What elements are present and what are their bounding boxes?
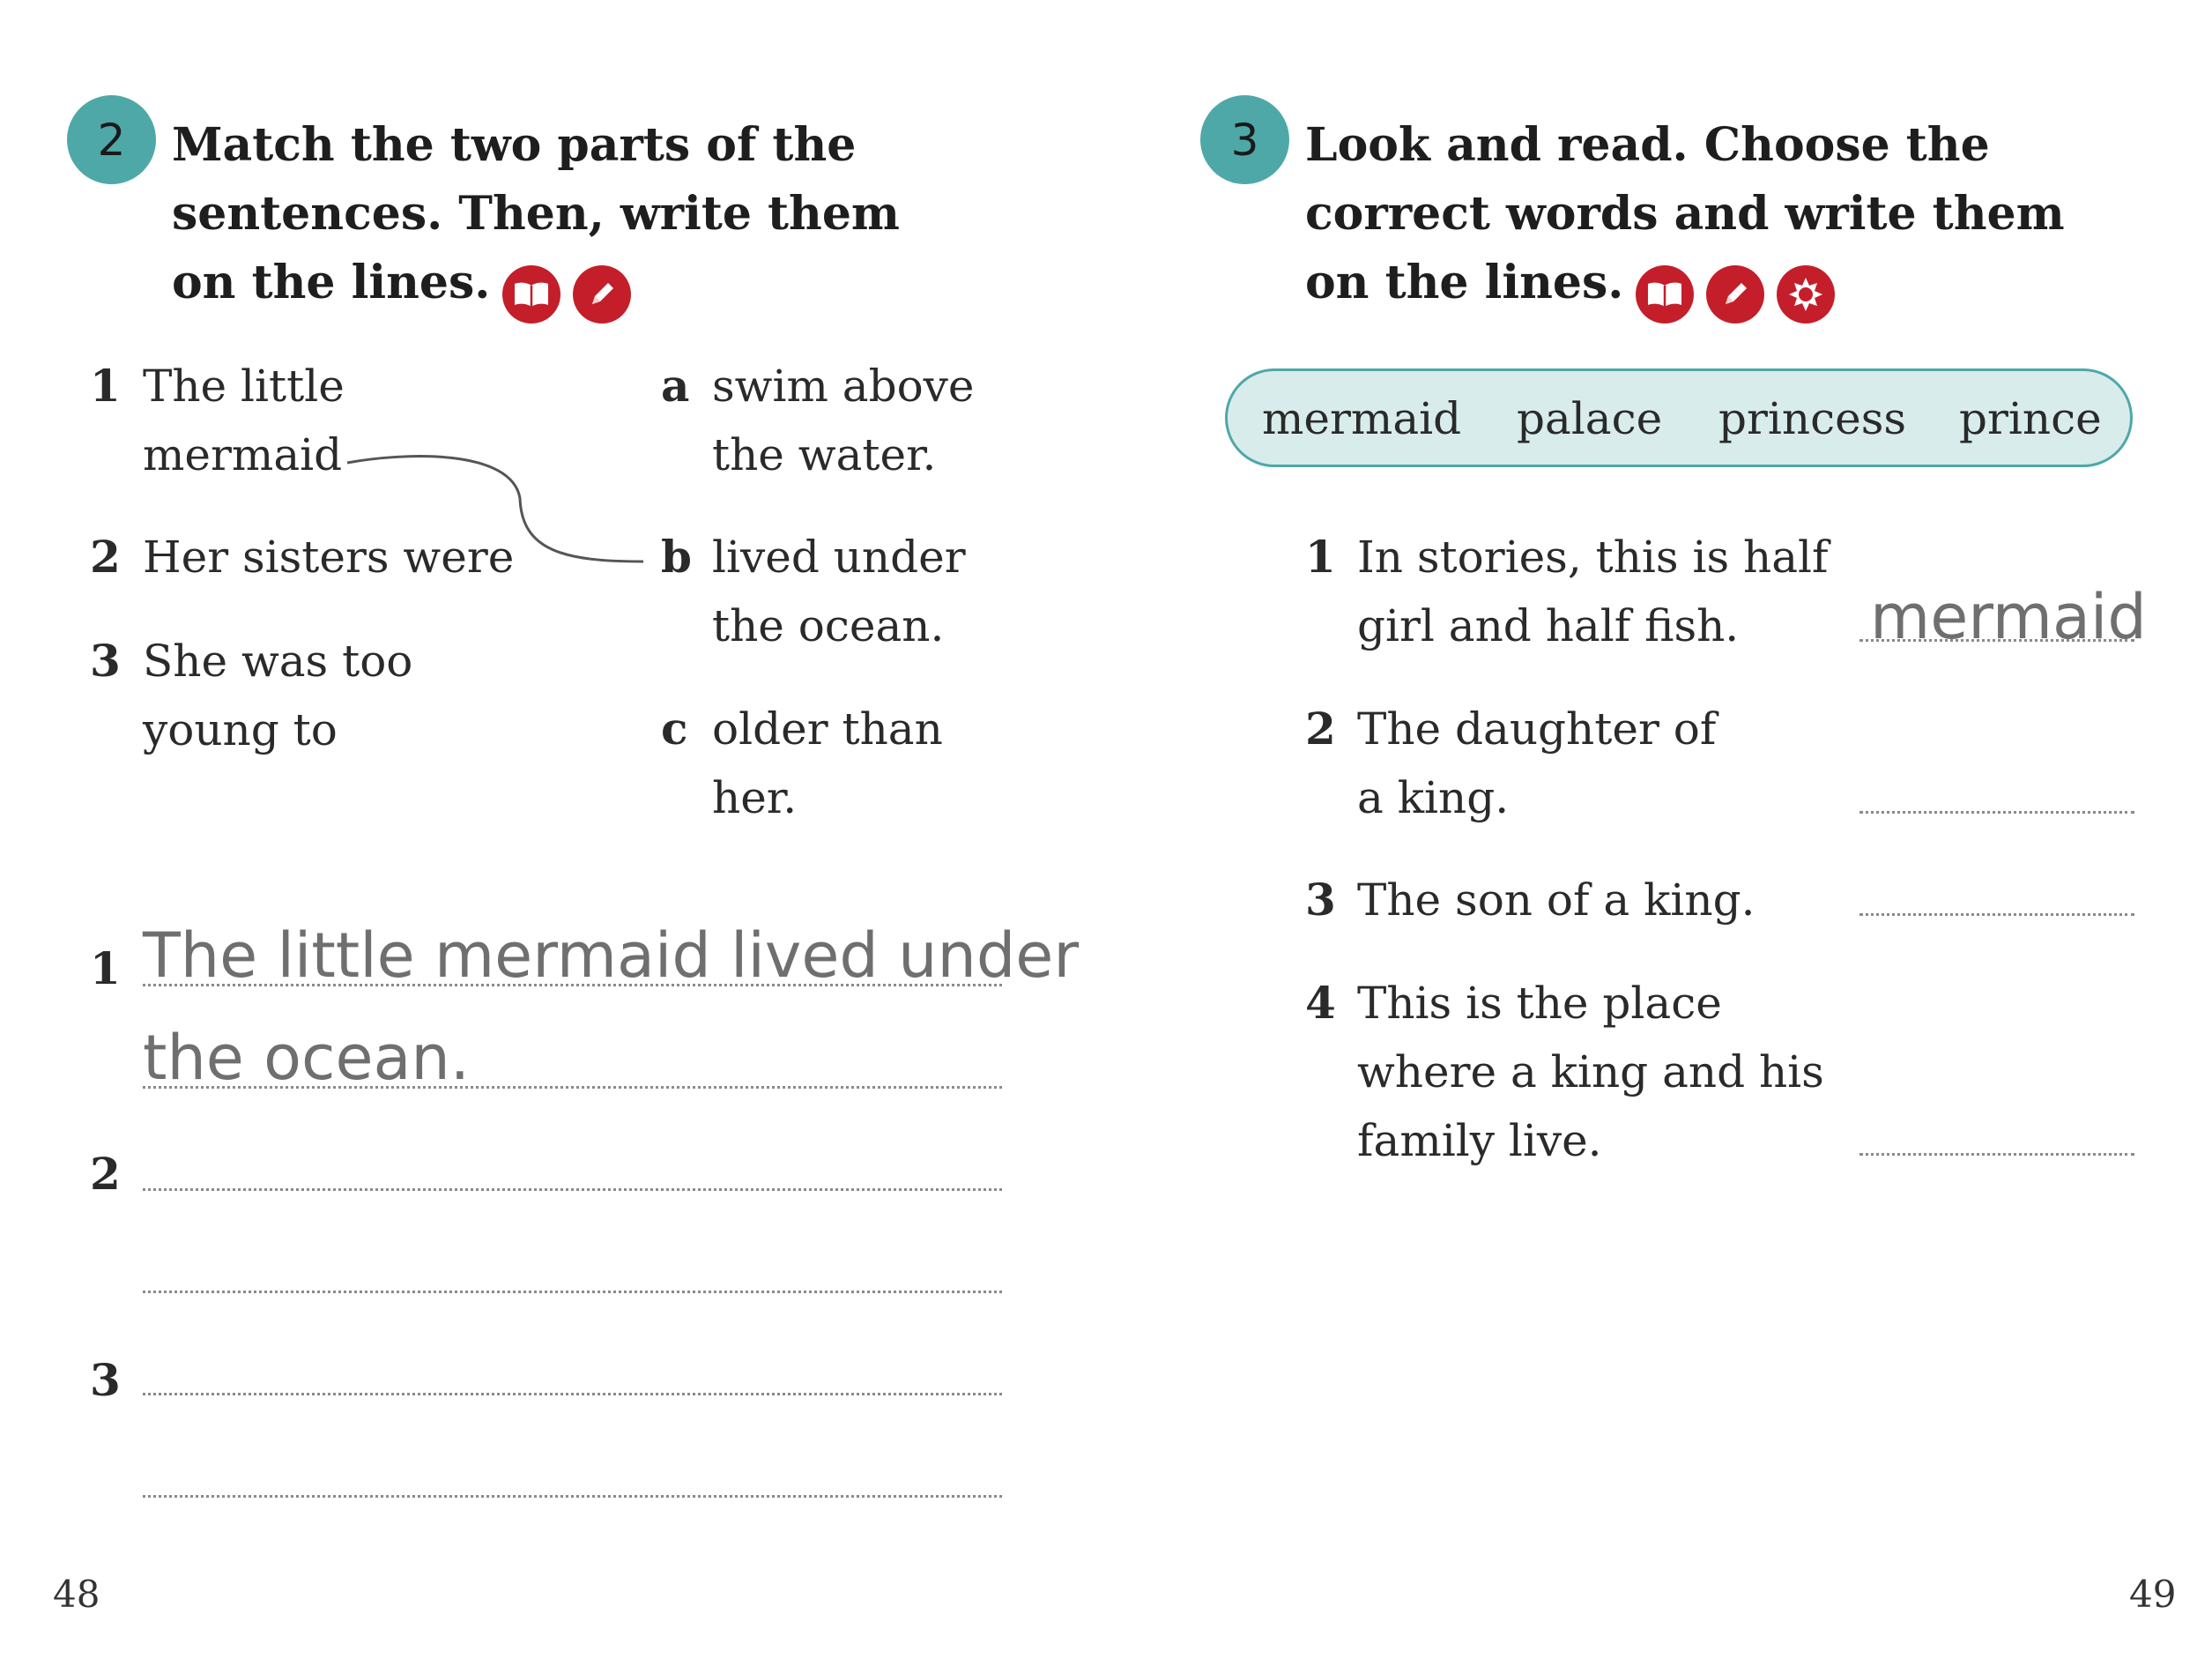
word-option: palace xyxy=(1517,393,1663,444)
part-line: young to xyxy=(143,704,338,755)
question-line: The son of a king. xyxy=(1357,874,1755,926)
part-line: Her sisters were xyxy=(143,532,515,583)
answer-line[interactable] xyxy=(143,1495,1002,1498)
word-option: prince xyxy=(1959,393,2102,444)
answer-handwriting: the ocean. xyxy=(143,1022,471,1094)
instruction-line: correct words and write them xyxy=(1305,187,2065,241)
ending-line: swim above xyxy=(712,361,975,412)
question-line: The daughter of xyxy=(1357,703,1717,755)
question-line: family live. xyxy=(1357,1115,1602,1166)
answer-number: 1 xyxy=(90,942,121,994)
question-line: In stories, this is half xyxy=(1357,532,1829,583)
part-line: She was too xyxy=(143,636,413,687)
answer-line[interactable] xyxy=(143,1188,1002,1191)
part-number: 2 xyxy=(90,531,121,583)
instruction-line: sentences. Then, write them xyxy=(172,187,900,241)
question-number: 1 xyxy=(1305,531,1336,583)
ending-line: the ocean. xyxy=(712,600,945,651)
page-number: 49 xyxy=(2129,1573,2177,1616)
answer-line[interactable] xyxy=(1859,1153,2134,1156)
word-option: princess xyxy=(1718,393,1907,444)
answer-handwriting: mermaid xyxy=(1870,581,2147,653)
ending-line: the water. xyxy=(712,429,937,480)
ending-line: lived under xyxy=(712,532,966,583)
question-line: where a king and his xyxy=(1357,1046,1824,1097)
answer-line[interactable] xyxy=(1859,811,2134,814)
matching-line xyxy=(335,445,652,577)
ending-letter: a xyxy=(661,360,690,412)
answer-number: 2 xyxy=(90,1148,121,1200)
part-number: 1 xyxy=(90,360,121,412)
answer-line[interactable] xyxy=(143,1291,1002,1293)
answer-line[interactable] xyxy=(1859,639,2134,642)
instruction-line: on the lines. xyxy=(172,256,491,309)
part-number: 3 xyxy=(90,635,121,687)
ending-letter: b xyxy=(661,531,692,583)
instruction-line: Match the two parts of the xyxy=(172,118,857,172)
book-icon xyxy=(1636,265,1694,324)
exercise-instruction xyxy=(172,111,900,317)
question-line: a king. xyxy=(1357,772,1510,823)
instruction-line: Look and read. Choose the xyxy=(1305,118,1990,172)
page-number: 48 xyxy=(53,1573,100,1616)
exercise-number-badge xyxy=(67,95,156,184)
book-icon xyxy=(502,265,560,324)
answer-line[interactable] xyxy=(143,1393,1002,1395)
star-icon xyxy=(1777,265,1835,324)
answer-line[interactable] xyxy=(1859,913,2134,916)
answer-number: 3 xyxy=(90,1354,121,1406)
question-number: 2 xyxy=(1305,703,1336,755)
part-line: mermaid xyxy=(143,429,343,480)
pencil-icon xyxy=(573,265,631,324)
answer-line[interactable] xyxy=(143,984,1002,986)
pencil-icon xyxy=(1706,265,1764,324)
exercise-number-badge xyxy=(1200,95,1289,184)
question-number: 3 xyxy=(1305,874,1336,926)
ending-letter: c xyxy=(661,703,688,755)
question-line: This is the place xyxy=(1357,978,1722,1029)
ending-line: older than xyxy=(712,703,943,755)
question-number: 4 xyxy=(1305,977,1336,1029)
question-line: girl and half fish. xyxy=(1357,600,1740,651)
ending-line: her. xyxy=(712,772,798,823)
word-option: mermaid xyxy=(1262,393,1462,444)
exercise-number: 2 xyxy=(97,114,126,166)
exercise-instruction xyxy=(1305,111,2065,317)
exercise-number: 3 xyxy=(1230,114,1259,166)
answer-handwriting: The little mermaid lived under xyxy=(143,919,1080,992)
instruction-line: on the lines. xyxy=(1305,256,1624,309)
answer-line[interactable] xyxy=(143,1086,1002,1089)
part-line: The little xyxy=(143,361,345,412)
